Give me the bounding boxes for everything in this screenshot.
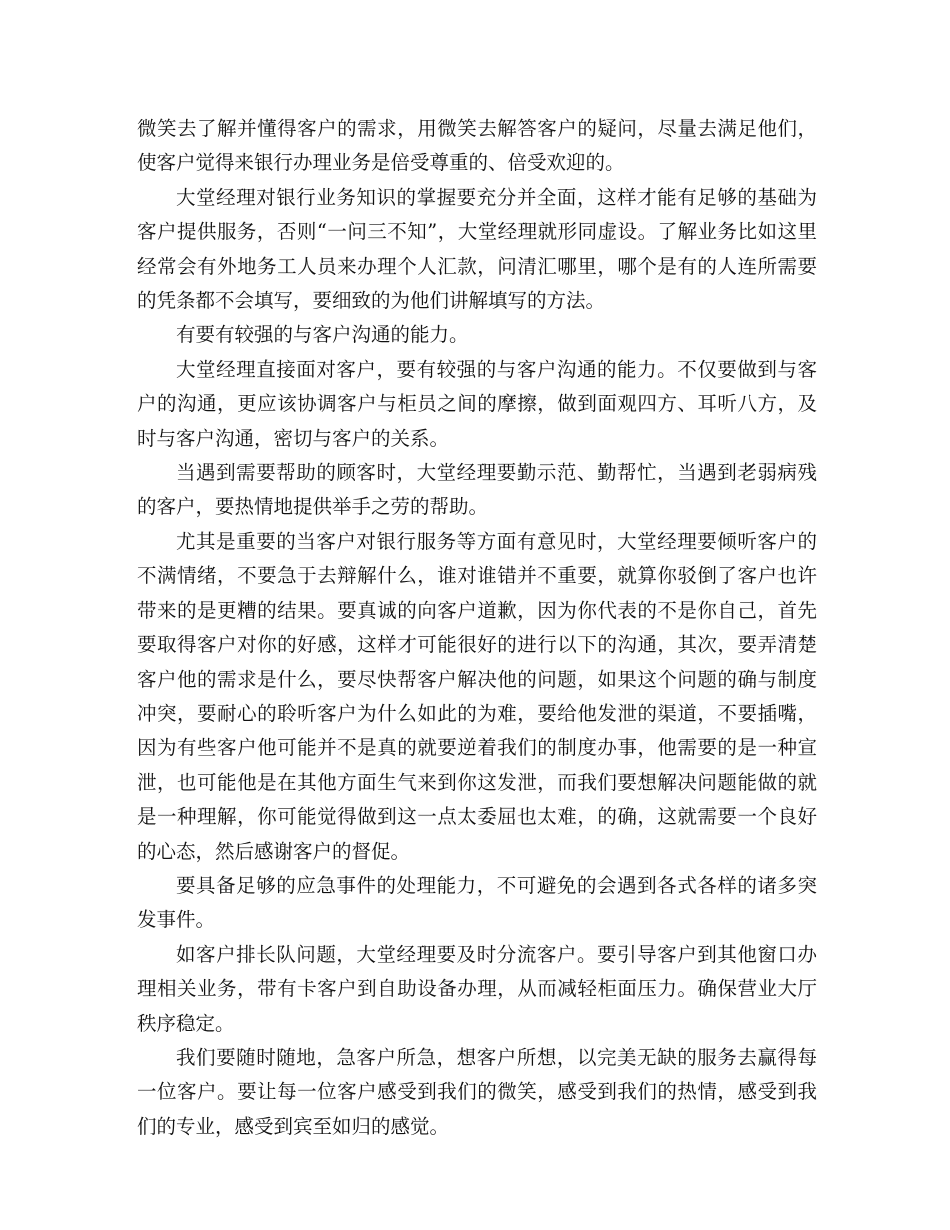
paragraph-service-goal: 我们要随时随地，急客户所急，想客户所想，以完美无缺的服务去赢得每一位客户。要让每一位客户感受到我们的微笑，感受到我们的热情，感受到我们的专业，感受到宾至如归的感觉。 (137, 1045, 817, 1138)
paragraph-communication-detail: 大堂经理直接面对客户，要有较强的与客户沟通的能力。不仅要做到与客户的沟通，更应该协调客户与柜员之间的摩擦，做到面观四方、耳听八方，及时与客户沟通，密切与客户的关系。 (137, 357, 817, 450)
paragraph-helping-customers: 当遇到需要帮助的顾客时，大堂经理要勤示范、勤帮忙，当遇到老弱病残的客户，要热情地提供举手之劳的帮助。 (137, 461, 817, 519)
paragraph-business-knowledge: 大堂经理对银行业务知识的掌握要充分并全面，这样才能有足够的基础为客户提供服务，否则“一问三不知”，大堂经理就形同虚设。了解业务比如这里经常会有外地务工人员来办理个人汇款，问清汇哪里，哪个是有的人连所需要的凭条都不会填写，要细致的为他们讲解填写的方法。 (137, 185, 817, 313)
paragraph-emergency-handling: 要具备足够的应急事件的处理能力，不可避免的会遇到各式各样的诸多突发事件。 (137, 873, 817, 932)
document-body (137, 112, 817, 1144)
paragraph-handling-complaints: 尤其是重要的当客户对银行服务等方面有意见时，大堂经理要倾听客户的不满情绪，不要急于去辩解什么，谁对谁错并不重要，就算你驳倒了客户也许带来的是更糟的结果。要真诚的向客户道歉，因为你代表的不是你自己，首先要取得客户对你的好感，这样才可能很好的进行以下的沟通，其次，要弄清楚客户他的需求是什么，要尽快帮客户解决他的问题，如果这个问题的确与制度冲突，要耐心的聆听客户为什么如此的为难，要给他发泄的渠道，不要插嘴，因为有些客户他可能并不是真的就要逆着我们的制度办事，他需要的是一种宣泄，也可能他是在其他方面生气来到你这发泄，而我们要想解决问题能做的就是一种理解，你可能觉得做到这一点太委屈也太难，的确，这就需要一个良好的心态，然后感谢客户的督促。 (137, 529, 817, 863)
paragraph-continuation: 微笑去了解并懂得客户的需求，用微笑去解答客户的疑问，尽量去满足他们，使客户觉得来银行办理业务是倍受尊重的、倍受欢迎的。 (137, 117, 817, 175)
paragraph-queue-management: 如客户排长队问题，大堂经理要及时分流客户。要引导客户到其他窗口办理相关业务，带有卡客户到自助设备办理，从而减轻柜面压力。确保营业大厅秩序稳定。 (137, 942, 817, 1035)
paragraph-communication-heading: 有要有较强的与客户沟通的能力。 (176, 323, 469, 347)
